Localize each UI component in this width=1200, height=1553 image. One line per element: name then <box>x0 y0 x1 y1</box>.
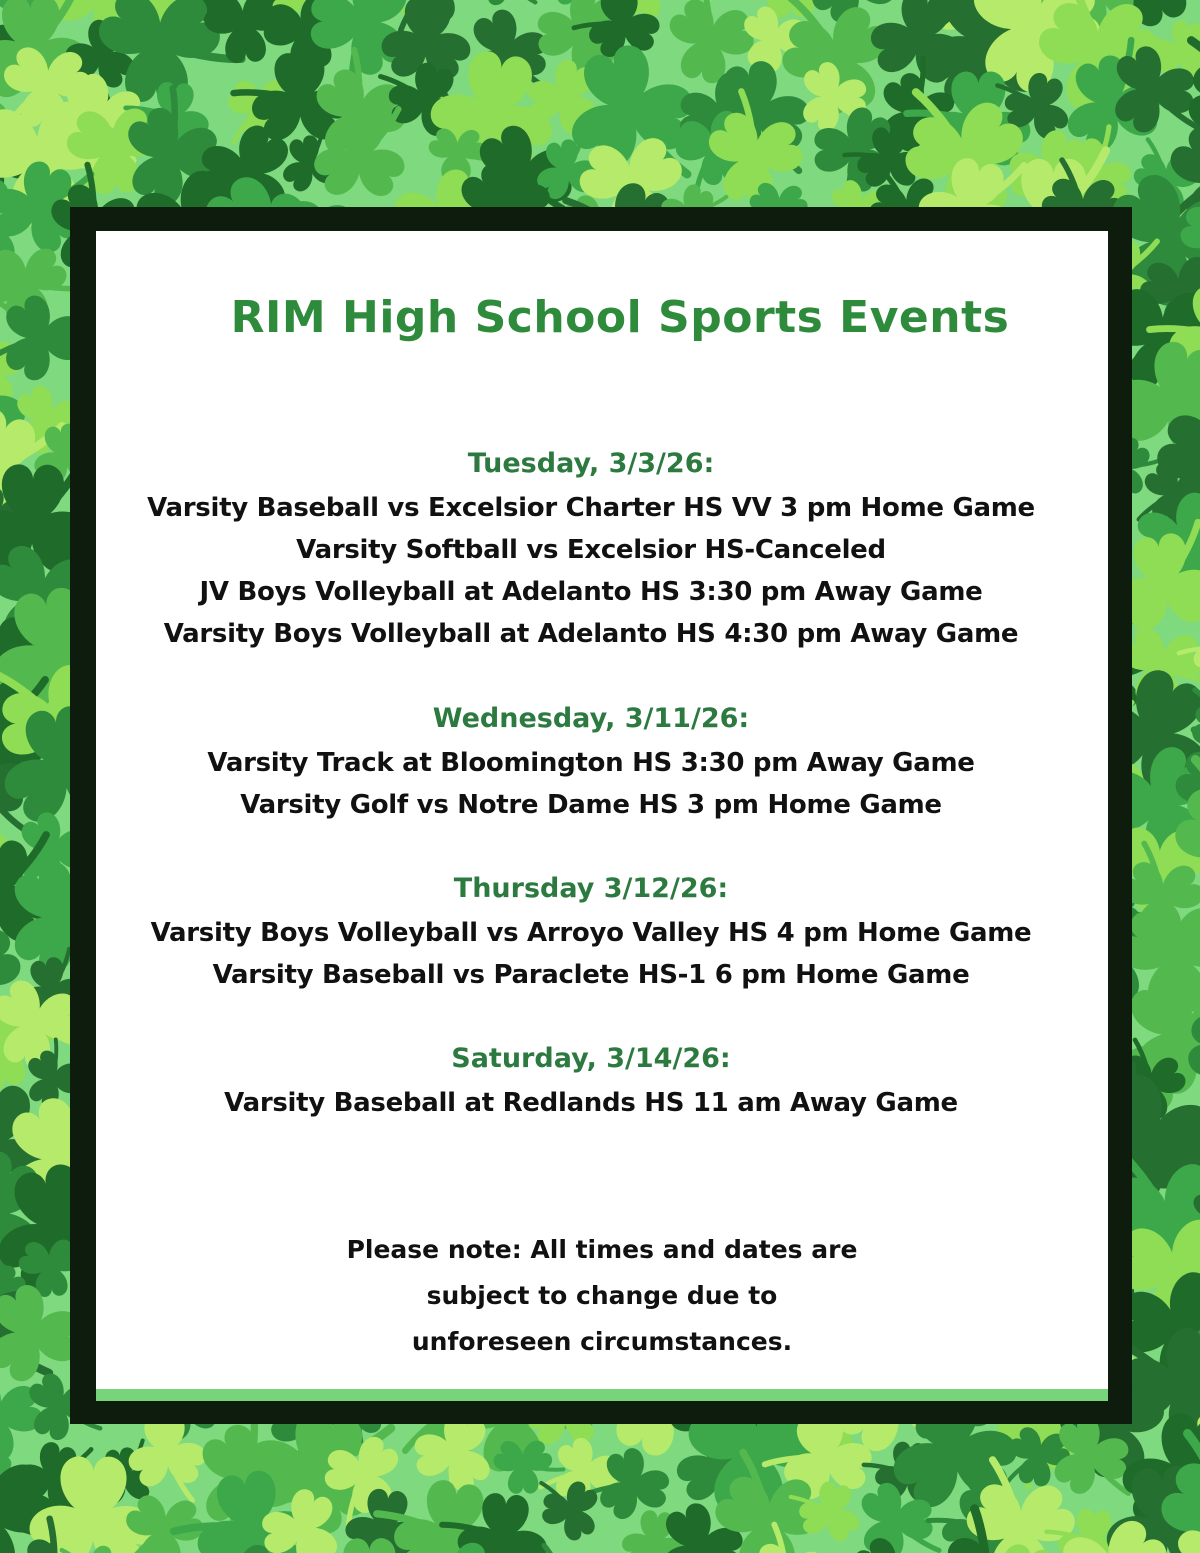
day-block-tuesday <box>96 448 1086 655</box>
day-block-wednesday <box>96 703 1086 826</box>
day-heading: Tuesday, 3/3/26: <box>467 448 715 479</box>
event-line: Varsity Golf vs Notre Dame HS 3 pm Home Game <box>240 790 942 820</box>
event-line: Varsity Boys Volleyball at Adelanto HS 4:30 pm Away Game <box>163 619 1019 649</box>
event-line: Varsity Softball vs Excelsior HS-Canceled <box>296 535 886 565</box>
event-line: JV Boys Volleyball at Adelanto HS 3:30 pm Away Game <box>199 577 983 607</box>
day-heading: Saturday, 3/14/26: <box>451 1043 731 1074</box>
event-line: Varsity Baseball vs Paraclete HS-1 6 pm Home Game <box>212 960 970 990</box>
note-line: unforeseen circumstances. <box>411 1327 793 1356</box>
day-block-saturday <box>96 1043 1086 1124</box>
note-line: Please note: All times and dates are <box>346 1235 858 1264</box>
event-line: Varsity Baseball vs Excelsior Charter HS VV 3 pm Home Game <box>147 493 1035 523</box>
event-line: Varsity Baseball at Redlands HS 11 am Away Game <box>224 1088 958 1118</box>
day-block-thursday <box>96 873 1086 996</box>
page-title: RIM High School Sports Events <box>230 292 1010 343</box>
day-heading: Wednesday, 3/11/26: <box>432 703 750 734</box>
event-line: Varsity Track at Bloomington HS 3:30 pm Away Game <box>207 748 975 778</box>
day-heading: Thursday 3/12/26: <box>453 873 729 904</box>
disclaimer-note <box>96 1227 1108 1365</box>
note-line: subject to change due to <box>426 1281 778 1310</box>
event-line: Varsity Boys Volleyball vs Arroyo Valley HS 4 pm Home Game <box>150 918 1032 948</box>
